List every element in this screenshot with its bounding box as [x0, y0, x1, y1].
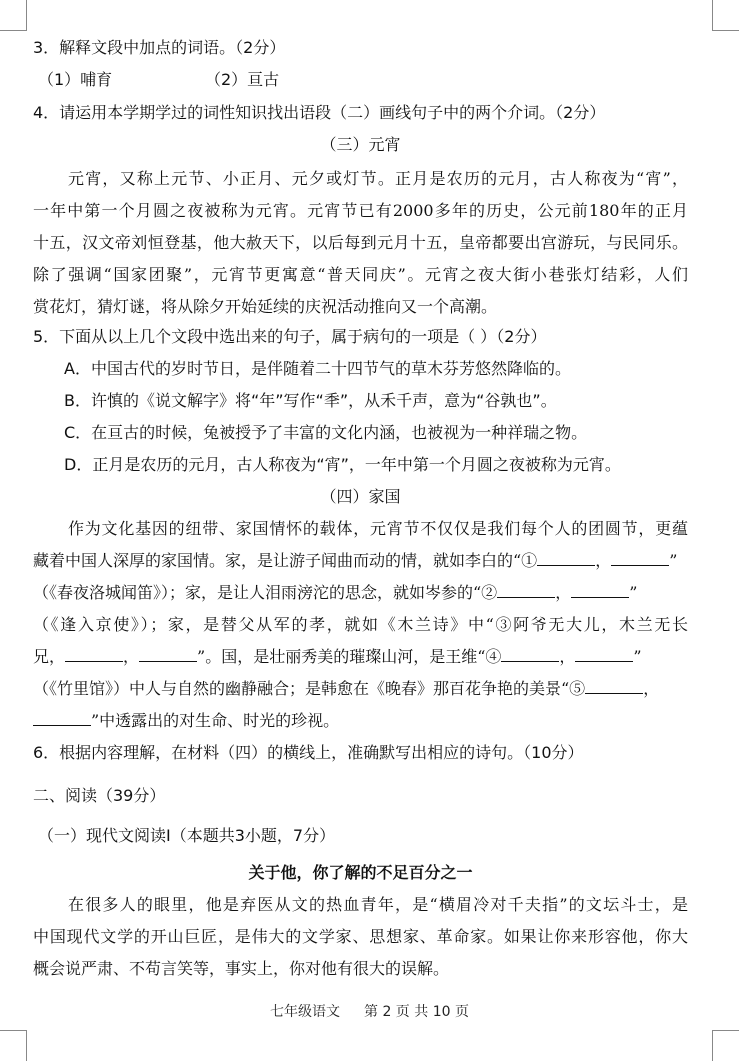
section-4-line-4: （《逢入京使》）；家，是替父从军的孝，就如《木兰诗》中“③阿爷无大儿，木兰无长 [33, 615, 688, 634]
section-4-title: （四）家国 [320, 487, 401, 506]
blank-1b[interactable] [611, 551, 669, 566]
article-line-2: 中国现代文学的开山巨匠，是伟大的文学家、思想家、革命家。如果让你来形容他，你大 [33, 927, 688, 946]
section-3-title: （三）元宵 [320, 135, 401, 154]
article-title: 关于他，你了解的不足百分之一 [248, 863, 473, 882]
article-line-1: 在很多人的眼里，他是弃医从文的热血青年，是“横眉冷对千夫指”的文坛斗士，是 [68, 895, 688, 914]
question-3-item-2: （2）亘古 [205, 70, 280, 89]
blank-3b[interactable] [139, 647, 197, 662]
blank-2-comma: ， [555, 583, 572, 602]
blank-5-comma: ， [643, 679, 660, 698]
blank-4b[interactable] [575, 647, 633, 662]
question-6-prompt: 6．根据内容理解，在材料（四）的横线上，准确默写出相应的诗句。（10分） [33, 743, 584, 762]
blank-3a[interactable] [65, 647, 123, 662]
blank-2b[interactable] [571, 583, 629, 598]
question-5-option-c: C．在亘古的时候，兔被授予了丰富的文化内涵，也被视为一种祥瑞之物。 [64, 423, 588, 442]
section-4-line-5-start: 兄， [33, 647, 66, 666]
section-4-line-1: 作为文化基因的纽带、家国情怀的载体，元宵节不仅仅是我们每个人的团圆节，更蕴 [68, 519, 688, 538]
blank-1-close-quote: ” [669, 551, 678, 570]
section-3-line-1: 元宵，又称上元节、小正月、元夕或灯节。正月是农历的元月，古人称夜为“宵”， [68, 169, 688, 188]
section-4-line-7-text: ”中透露出的对生命、时光的珍视。 [91, 711, 340, 730]
footer-page-number: 第 2 页 共 10 页 [364, 1004, 469, 1020]
crop-mark-bottom-left [0, 1030, 27, 1061]
section-4-line-6 [33, 678, 688, 700]
blank-1a[interactable] [537, 551, 595, 566]
section-4-line-3 [33, 582, 688, 604]
subsection-1-heading: （一）现代文阅读Ⅰ（本题共3小题，7分） [38, 826, 336, 845]
blank-4a[interactable] [501, 647, 559, 662]
blank-4-comma: ， [559, 647, 576, 666]
part-2-heading: 二、阅读（39分） [33, 786, 166, 805]
blank-5a[interactable] [585, 679, 643, 694]
blank-2a[interactable] [497, 583, 555, 598]
blank-1-comma: ， [595, 551, 612, 570]
section-4-line-2 [33, 550, 688, 572]
article-line-3: 概会说严肃、不苟言笑等，事实上，你对他有很大的误解。 [33, 959, 450, 978]
blank-2-close-quote: ” [629, 583, 638, 602]
page-footer [0, 1002, 739, 1022]
section-3-line-2: 一年中第一个月圆之夜被称为元宵。元宵节已有2000多年的历史，公元前180年的正月 [33, 201, 688, 220]
crop-mark-top-right [712, 0, 739, 31]
question-4-prompt: 4．请运用本学期学过的词性知识找出语段（二）画线句子中的两个介词。（2分） [33, 103, 606, 122]
section-4-line-3-text: （《春夜洛城闻笛》）；家，是让人泪雨滂沱的思念，就如岑参的“② [33, 583, 498, 602]
section-4-line-7 [33, 710, 688, 732]
question-3-prompt: 3．解释文段中加点的词语。（2分） [33, 38, 286, 57]
section-3-line-4: 除了强调“国家团聚”，元宵节更寓意“普天同庆”。元宵之夜大街小巷张灯结彩，人们 [33, 265, 688, 284]
question-3-item-1: （1）哺育 [38, 70, 113, 89]
question-5-option-a: A．中国古代的岁时节日，是伴随着二十四节气的草木芬芳悠然降临的。 [64, 359, 571, 378]
section-4-line-6-text: （《竹里馆》）中人与自然的幽静融合；是韩愈在《晚春》那百花争艳的美景“⑤ [33, 679, 586, 698]
question-5-option-b: B．许慎的《说文解字》将“年”写作“秊”，从禾千声，意为“谷孰也”。 [64, 391, 557, 410]
question-5-prompt: 5．下面从以上几个文段中选出来的句子，属于病句的一项是（ ）（2分） [33, 327, 547, 346]
blank-5b[interactable] [33, 711, 91, 726]
crop-mark-bottom-right [712, 1030, 739, 1061]
blank-4-close-quote: ” [633, 647, 642, 666]
footer-subject: 七年级语文 [270, 1004, 340, 1020]
section-3-line-5: 赏花灯，猜灯谜，将从除夕开始延续的庆祝活动推向又一个高潮。 [33, 297, 498, 316]
section-4-line-2-text: 藏着中国人深厚的家国情。家，是让游子闻曲而动的情，就如李白的“① [33, 551, 538, 570]
blank-3-comma: ， [123, 647, 140, 666]
section-4-line-5-text: ”。国，是壮丽秀美的璀璨山河，是王维“④ [197, 647, 502, 666]
section-4-line-5 [33, 646, 688, 668]
section-3-line-3: 十五，汉文帝刘恒登基，他大赦天下，以后每到元月十五，皇帝都要出宫游玩，与民同乐。 [33, 233, 688, 252]
crop-mark-top-left [0, 0, 27, 31]
question-5-option-d: D．正月是农历的元月，古人称夜为“宵”，一年中第一个月圆之夜被称为元宵。 [64, 455, 621, 474]
